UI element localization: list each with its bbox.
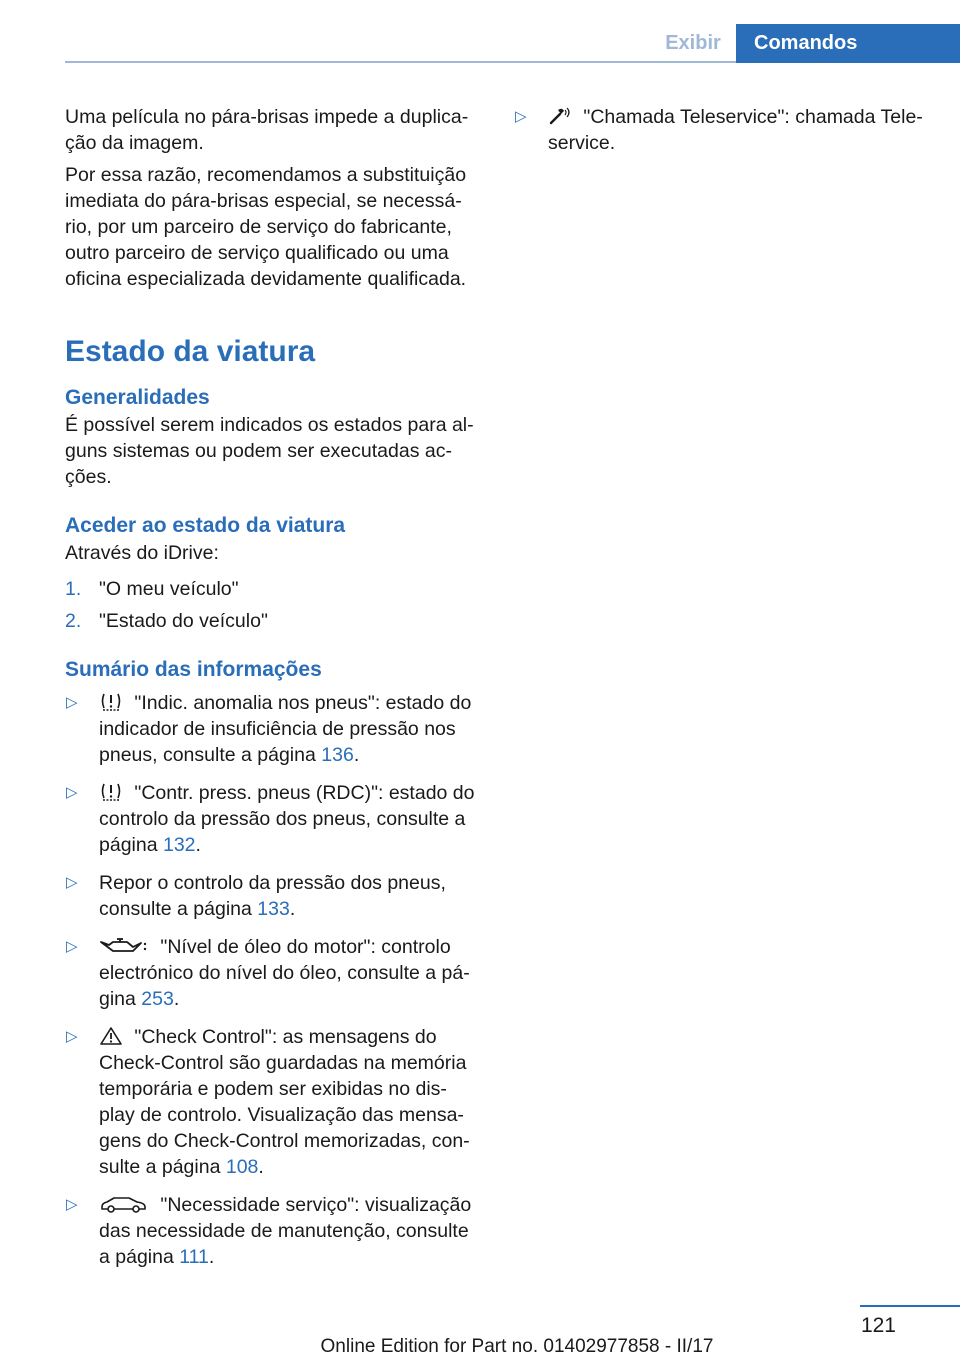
page-link[interactable]: 108 — [225, 1156, 259, 1178]
item-end: . — [208, 1246, 215, 1268]
warning-triangle-icon — [99, 1026, 123, 1046]
footer-edition-text: Online Edition for Part no. 01402977858 - II/17 — [320, 1336, 714, 1357]
list-item — [65, 1192, 477, 1270]
item-text: "Chamada Teleservice": chamada Tele-service. — [548, 106, 923, 154]
item-end: . — [258, 1156, 264, 1178]
intro-paragraph-2: Por essa razão, recomendamos a substituição imediata do pára-brisas especial, se necessá-rio, por um parceiro de serviço do fabricante, outro parceiro de serviço qualificado ou uma oficina especializada devidamente qualificada. — [65, 164, 467, 290]
footer-edition — [0, 1336, 960, 1358]
right-column — [514, 104, 930, 168]
bullet-arrow: ▷ — [66, 784, 78, 801]
item-end: . — [289, 898, 296, 920]
page-link[interactable]: 132 — [162, 834, 196, 856]
step-item — [65, 576, 477, 602]
item-text: Repor o controlo da pressão dos pneus, consulte a página — [99, 872, 446, 920]
access-steps — [65, 576, 477, 634]
chapter-tab[interactable]: Comandos — [736, 24, 960, 63]
item-text: "Indic. anomalia nos pneus": estado do indicador de insuficiência de pressão nos pneus, consulte a página — [99, 692, 472, 766]
wrench-call-icon — [548, 106, 572, 126]
summary-heading: Sumário das informações — [65, 658, 322, 681]
list-item — [65, 690, 477, 768]
bullet-arrow: ▷ — [66, 1028, 78, 1045]
intro-paragraph-1: Uma película no pára-brisas impede a duplica-ção da imagem. — [65, 106, 469, 154]
item-text: "Contr. press. pneus (RDC)": estado do controlo da pressão dos pneus, consulte a página — [99, 782, 475, 856]
access-heading: Aceder ao estado da viatura — [65, 514, 346, 537]
item-end: . — [173, 988, 180, 1010]
list-item — [514, 104, 930, 156]
page-link[interactable]: 133 — [257, 898, 290, 920]
item-text: "Necessidade serviço": visualização das necessidade de manutenção, consulte a página — [99, 1194, 472, 1268]
step-item — [65, 608, 477, 634]
bullet-arrow: ▷ — [66, 694, 78, 711]
step-number: 1. — [65, 578, 82, 600]
item-end: . — [195, 834, 201, 856]
bullet-arrow: ▷ — [66, 1196, 78, 1213]
page-link[interactable]: 136 — [321, 744, 354, 766]
oil-can-icon — [99, 936, 149, 956]
bullet-arrow: ▷ — [66, 938, 78, 955]
item-text: "Check Control": as mensagens do Check-Control são guardadas na memória temporária e podem ser exibidas no dis-play de controlo. Visualização das mensa-gens do Check-Control memorizadas, con-sulte a página — [99, 1026, 470, 1178]
access-intro: Através do iDrive: — [65, 542, 219, 564]
left-column — [65, 104, 477, 1282]
page-link[interactable]: 111 — [179, 1246, 209, 1268]
item-text: "Nível de óleo do motor": controlo electrónico do nível do óleo, consulte a pá-gina — [99, 936, 470, 1010]
list-item — [65, 870, 477, 922]
list-item — [65, 1024, 477, 1180]
step-text: "Estado do veículo" — [99, 610, 268, 632]
step-number: 2. — [65, 610, 82, 632]
item-end: . — [353, 744, 360, 766]
page-number-rule — [860, 1305, 960, 1307]
bullet-arrow: ▷ — [515, 108, 527, 125]
list-item — [65, 934, 477, 1012]
summary-list — [65, 690, 477, 1270]
bullet-arrow: ▷ — [66, 874, 78, 891]
summary-list-continued — [514, 104, 930, 156]
section-title: Estado da viatura — [65, 335, 316, 368]
tire-warning-icon — [99, 692, 123, 712]
tire-warning-icon — [99, 782, 123, 802]
list-item — [65, 780, 477, 858]
page-link[interactable]: 253 — [141, 988, 174, 1010]
step-text: "O meu veículo" — [99, 578, 239, 600]
general-heading: Generalidades — [65, 386, 210, 409]
general-text: É possível serem indicados os estados para al-guns sistemas ou podem ser executadas ac-ções. — [65, 414, 474, 488]
car-service-icon — [99, 1194, 149, 1214]
section-tab[interactable]: Exibir — [665, 32, 721, 54]
page-number: 121 — [860, 1314, 896, 1337]
